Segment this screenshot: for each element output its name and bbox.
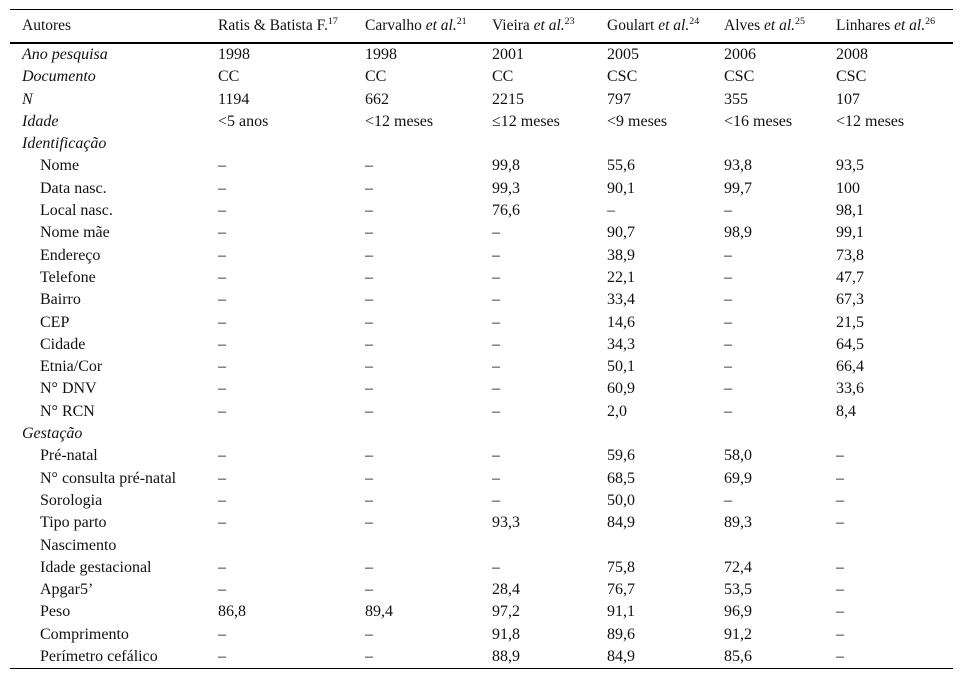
cell-value — [218, 133, 365, 155]
row-label: Telefone — [40, 268, 96, 286]
cell-value: – — [365, 514, 373, 532]
column-header-study — [492, 10, 607, 44]
cell-value: – — [836, 558, 844, 576]
cell-value: 97,2 — [492, 603, 520, 621]
row-label: Local nasc. — [40, 202, 113, 220]
cell-value: 98,9 — [724, 224, 752, 242]
cell-value: – — [365, 402, 373, 420]
cell-value: 107 — [836, 90, 860, 108]
cell-value: – — [836, 581, 844, 599]
cell-value: CC — [365, 68, 387, 86]
table-row — [10, 43, 953, 66]
study-reference-number: 21 — [456, 15, 467, 27]
cell-value: – — [365, 246, 373, 264]
cell-value: – — [365, 335, 373, 353]
cell-value: – — [836, 491, 844, 509]
study-etal-label: et al. — [421, 17, 457, 34]
cell-value: 1998 — [365, 46, 397, 63]
cell-value: – — [724, 402, 732, 420]
section-row — [10, 133, 953, 155]
cell-value: CSC — [836, 68, 867, 86]
cell-value: 2005 — [607, 46, 639, 63]
column-header-study — [836, 10, 953, 44]
cell-value: 55,6 — [607, 157, 635, 175]
cell-value: – — [724, 380, 732, 398]
cell-value — [724, 535, 836, 557]
table-row — [10, 200, 953, 222]
cell-value: – — [724, 335, 732, 353]
cell-value: <16 meses — [724, 112, 793, 130]
cell-value: – — [365, 291, 373, 309]
cell-value: 2001 — [492, 46, 524, 63]
cell-value: – — [365, 268, 373, 286]
study-etal-label: et al. — [890, 17, 926, 34]
cell-value: – — [724, 291, 732, 309]
cell-value: 38,9 — [607, 246, 635, 264]
study-author-name: Alves — [724, 17, 761, 34]
row-label: Nome mãe — [40, 224, 110, 242]
cell-value: 86,8 — [218, 603, 246, 621]
cell-value: – — [365, 358, 373, 376]
cell-value — [607, 535, 724, 557]
cell-value: – — [218, 380, 226, 398]
cell-value: 662 — [365, 90, 389, 108]
cell-value: 28,4 — [492, 581, 520, 599]
cell-value: – — [218, 469, 226, 487]
cell-value: 2006 — [724, 46, 756, 63]
cell-value: 1194 — [218, 90, 250, 108]
cell-value — [365, 133, 492, 155]
table-row — [10, 245, 953, 267]
table-row — [10, 401, 953, 423]
row-label: Idade gestacional — [40, 558, 152, 576]
cell-value — [218, 423, 365, 445]
cell-value: 90,1 — [607, 179, 635, 197]
row-label: Identificação — [22, 135, 107, 153]
cell-value: 59,6 — [607, 447, 635, 465]
cell-value — [836, 133, 953, 155]
cell-value — [724, 133, 836, 155]
cell-value: 96,9 — [724, 603, 752, 621]
table-row — [10, 579, 953, 601]
study-reference-number: 26 — [925, 15, 936, 27]
cell-value: 2008 — [836, 46, 868, 63]
study-author-name: Carvalho — [365, 17, 422, 34]
row-label: Ano pesquisa — [22, 46, 108, 63]
cell-value: – — [365, 491, 373, 509]
table-row — [10, 468, 953, 490]
cell-value: – — [218, 648, 226, 666]
cell-value — [492, 133, 607, 155]
row-label: N° RCN — [40, 402, 95, 420]
cell-value: – — [724, 491, 732, 509]
row-label: Nome — [40, 157, 80, 175]
cell-value: – — [218, 491, 226, 509]
cell-value: – — [218, 179, 226, 197]
cell-value: – — [218, 447, 226, 465]
cell-value: – — [836, 625, 844, 643]
cell-value: – — [492, 358, 500, 376]
cell-value: – — [836, 648, 844, 666]
cell-value — [492, 423, 607, 445]
cell-value: 60,9 — [607, 380, 635, 398]
studies-table — [10, 9, 953, 669]
row-label: Documento — [22, 68, 96, 86]
cell-value: – — [218, 202, 226, 220]
cell-value — [218, 535, 365, 557]
cell-value: 797 — [607, 90, 631, 108]
cell-value: 93,5 — [836, 157, 864, 175]
row-label: N — [22, 90, 33, 108]
cell-value: – — [218, 581, 226, 599]
cell-value: – — [218, 313, 226, 331]
cell-value: 88,9 — [492, 648, 520, 666]
cell-value: – — [365, 581, 373, 599]
cell-value: – — [724, 268, 732, 286]
cell-value: – — [492, 469, 500, 487]
row-label: Perímetro cefálico — [40, 648, 158, 666]
cell-value: <9 meses — [607, 112, 668, 130]
cell-value: – — [724, 202, 732, 220]
cell-value — [365, 423, 492, 445]
cell-value: 47,7 — [836, 268, 864, 286]
study-reference-number: 24 — [689, 15, 700, 27]
cell-value: – — [365, 202, 373, 220]
cell-value: – — [218, 268, 226, 286]
study-etal-label: et al. — [760, 17, 796, 34]
cell-value: 33,4 — [607, 291, 635, 309]
cell-value: – — [218, 514, 226, 532]
cell-value: 22,1 — [607, 268, 635, 286]
cell-value — [492, 535, 607, 557]
cell-value: 76,7 — [607, 581, 635, 599]
row-label: Data nasc. — [40, 179, 107, 197]
table-row — [10, 178, 953, 200]
cell-value: 1998 — [218, 46, 250, 63]
cell-value: 93,8 — [724, 157, 752, 175]
row-label: Pré-natal — [40, 447, 98, 465]
row-label: N° consulta pré-natal — [40, 469, 177, 487]
row-label: Sorologia — [40, 491, 103, 509]
cell-value: 50,1 — [607, 358, 635, 376]
row-label: Endereço — [40, 246, 101, 264]
column-header-study — [724, 10, 836, 44]
table-row — [10, 378, 953, 400]
cell-value: 2,0 — [607, 402, 627, 420]
cell-value: – — [365, 447, 373, 465]
table-row — [10, 267, 953, 289]
cell-value: – — [492, 313, 500, 331]
table-row — [10, 624, 953, 646]
cell-value: 89,3 — [724, 514, 752, 532]
table-row — [10, 312, 953, 334]
cell-value: – — [492, 402, 500, 420]
row-label: N° DNV — [40, 380, 97, 398]
cell-value: – — [607, 202, 615, 220]
cell-value: 58,0 — [724, 447, 752, 465]
row-label: Apgar5’ — [40, 581, 94, 599]
column-header-study — [607, 10, 724, 44]
cell-value: – — [492, 491, 500, 509]
cell-value: 355 — [724, 90, 748, 108]
cell-value: 91,8 — [492, 625, 520, 643]
study-reference-number: 17 — [327, 15, 338, 27]
cell-value: 84,9 — [607, 514, 635, 532]
cell-value: – — [365, 648, 373, 666]
cell-value: 14,6 — [607, 313, 635, 331]
table-row — [10, 155, 953, 177]
cell-value: – — [218, 157, 226, 175]
row-label: Tipo parto — [40, 514, 107, 532]
table-row — [10, 557, 953, 579]
row-label: Gestação — [22, 425, 83, 443]
table-row — [10, 111, 953, 133]
cell-value: 100 — [836, 179, 860, 197]
cell-value: <12 meses — [836, 112, 905, 130]
cell-value: 73,8 — [836, 246, 864, 264]
cell-value: 33,6 — [836, 380, 864, 398]
study-reference-number: 23 — [564, 15, 575, 27]
study-author-name: Vieira — [492, 17, 530, 34]
section-row — [10, 423, 953, 445]
cell-value: – — [218, 291, 226, 309]
cell-value: 75,8 — [607, 558, 635, 576]
cell-value: 50,0 — [607, 491, 635, 509]
cell-value: 72,4 — [724, 558, 752, 576]
cell-value: – — [365, 179, 373, 197]
table-row — [10, 289, 953, 311]
cell-value: 89,4 — [365, 603, 393, 621]
cell-value: 67,3 — [836, 291, 864, 309]
cell-value: 69,9 — [724, 469, 752, 487]
cell-value: CSC — [607, 68, 638, 86]
cell-value: – — [836, 447, 844, 465]
cell-value: CSC — [724, 68, 755, 86]
cell-value: 98,1 — [836, 202, 864, 220]
table-row — [10, 512, 953, 534]
cell-value: – — [365, 157, 373, 175]
cell-value: – — [836, 603, 844, 621]
study-reference-number: 25 — [795, 15, 805, 27]
cell-value: – — [492, 246, 500, 264]
cell-value: – — [492, 447, 500, 465]
cell-value: – — [492, 335, 500, 353]
table-row — [10, 222, 953, 244]
cell-value — [836, 535, 953, 557]
cell-value: – — [365, 224, 373, 242]
cell-value: – — [218, 402, 226, 420]
row-label: CEP — [40, 313, 70, 331]
column-header-study — [218, 10, 365, 44]
cell-value: 34,3 — [607, 335, 635, 353]
cell-value: 64,5 — [836, 335, 864, 353]
cell-value: – — [492, 268, 500, 286]
cell-value: 84,9 — [607, 648, 635, 666]
table-row — [10, 334, 953, 356]
cell-value: 21,5 — [836, 313, 864, 331]
row-label: Comprimento — [40, 625, 129, 643]
cell-value: 91,1 — [607, 603, 635, 621]
table-row — [10, 89, 953, 111]
study-etal-label: et al. — [529, 17, 565, 34]
cell-value — [607, 133, 724, 155]
cell-value: 85,6 — [724, 648, 752, 666]
cell-value: – — [492, 291, 500, 309]
row-label: Bairro — [40, 291, 81, 309]
cell-value: 76,6 — [492, 202, 520, 220]
cell-value: – — [724, 358, 732, 376]
cell-value: – — [836, 469, 844, 487]
cell-value: – — [218, 246, 226, 264]
study-etal-label: et al. — [654, 17, 690, 34]
cell-value: CC — [492, 68, 514, 86]
header-row — [10, 10, 953, 44]
cell-value: – — [365, 469, 373, 487]
cell-value: – — [218, 558, 226, 576]
row-label: Etnia/Cor — [40, 358, 103, 376]
cell-value: 68,5 — [607, 469, 635, 487]
cell-value: 8,4 — [836, 402, 856, 420]
row-label: Peso — [40, 603, 71, 621]
cell-value: 66,4 — [836, 358, 864, 376]
cell-value: – — [492, 224, 500, 242]
table-row — [10, 646, 953, 669]
cell-value: – — [218, 358, 226, 376]
cell-value: 99,3 — [492, 179, 520, 197]
cell-value: 99,8 — [492, 157, 520, 175]
row-label: Cidade — [40, 335, 86, 353]
cell-value: 2215 — [492, 90, 524, 108]
table-row — [10, 490, 953, 512]
study-author-name: Linhares — [836, 17, 891, 34]
column-header-study — [365, 10, 492, 44]
cell-value: – — [836, 514, 844, 532]
cell-value: 53,5 — [724, 581, 752, 599]
cell-value: <12 meses — [365, 112, 434, 130]
cell-value — [365, 535, 492, 557]
column-header-autores: Autores — [10, 10, 218, 44]
table-row — [10, 356, 953, 378]
table-row — [10, 601, 953, 623]
cell-value: – — [218, 224, 226, 242]
cell-value — [607, 423, 724, 445]
cell-value: 91,2 — [724, 625, 752, 643]
cell-value: 89,6 — [607, 625, 635, 643]
cell-value: – — [724, 246, 732, 264]
row-label: Nascimento — [40, 536, 117, 554]
cell-value: <5 anos — [218, 112, 269, 130]
cell-value: – — [492, 558, 500, 576]
cell-value — [836, 423, 953, 445]
cell-value: – — [218, 625, 226, 643]
cell-value: – — [365, 625, 373, 643]
table-row — [10, 445, 953, 467]
cell-value: 90,7 — [607, 224, 635, 242]
cell-value: – — [492, 380, 500, 398]
cell-value: – — [365, 558, 373, 576]
row-label: Idade — [22, 112, 59, 130]
table-row — [10, 535, 953, 557]
cell-value: – — [218, 335, 226, 353]
study-author-name: Ratis & Batista F. — [218, 17, 328, 34]
cell-value: ≤12 meses — [492, 112, 560, 130]
study-author-name: Goulart — [607, 17, 655, 34]
cell-value: 99,1 — [836, 224, 864, 242]
table-row — [10, 66, 953, 88]
cell-value: – — [365, 380, 373, 398]
cell-value: 99,7 — [724, 179, 752, 197]
cell-value — [724, 423, 836, 445]
cell-value: – — [724, 313, 732, 331]
cell-value: CC — [218, 68, 240, 86]
cell-value: 93,3 — [492, 514, 520, 532]
cell-value: – — [365, 313, 373, 331]
